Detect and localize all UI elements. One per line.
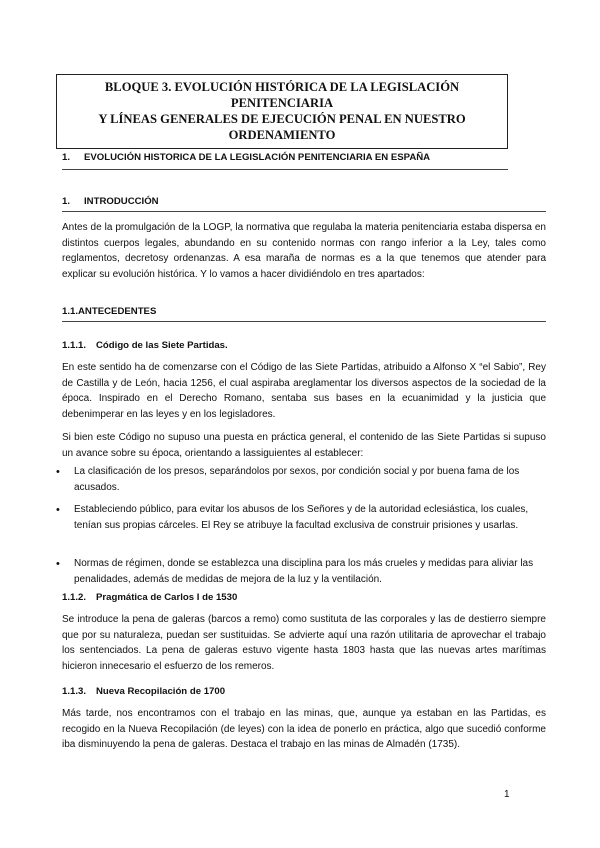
subsection-title: Código de las Siete Partidas.	[96, 340, 228, 351]
paragraph-minas: Más tarde, nos encontramos con el trabajo en las minas, que, aunque ya estaban en las Partidas, es recogido en la Nueva Recopilación (de leyes) con la idea de ponerlo en práctica, algo que sucedió conforme iba disminuyendo la pena de galeras. Destaca el trabajo en las minas de Almadén (1735).	[62, 708, 546, 751]
list-item-text: La clasificación de los presos, separándolos por sexos, por condición social y por buena fama de los acusados.	[74, 466, 520, 493]
page-number: 1	[504, 789, 510, 800]
bullet-icon: •	[56, 558, 60, 570]
section-title: INTRODUCCIÓN	[84, 196, 159, 207]
subsection-heading-nueva-recopilacion	[62, 686, 225, 697]
list-item	[56, 556, 546, 588]
subsection-heading-antecedentes: 1.1.ANTECEDENTES	[62, 306, 546, 322]
subsection-number: 1.1.3.	[62, 686, 87, 697]
subsection-number: 1.1.2.	[62, 592, 87, 603]
section-number: 1.	[62, 196, 71, 207]
list-item	[56, 502, 546, 534]
section-title: EVOLUCIÓN HISTORICA DE LA LEGISLACIÓN PENITENCIARIA EN ESPAÑA	[84, 152, 431, 163]
paragraph-siete-partidas: En este sentido ha de comenzarse con el Código de las Siete Partidas, atribuido a Alfonso X “el Sabio”, Rey de Castilla y de León, hacia 1256, el cual aspiraba areglamentar los diversos aspectos de la sociedad de la época. Inspirado en el Derecho Romano, sentaba sus bases en la ecuanimidad y la justicia que debenimperar en las leyes y en los legisladores.	[62, 362, 546, 421]
subsection-number: 1.1.1.	[62, 340, 87, 351]
bullet-icon: •	[56, 466, 60, 478]
subsection-title: Pragmática de Carlos I de 1530	[96, 592, 238, 603]
list-item-text: Estableciendo público, para evitar los abusos de los Señores y de la autoridad eclesiástica, los cuales, tenían sus propias cárceles. El Rey se atribuye la facultad exclusiva de construir prisiones y usarlas.	[74, 504, 529, 531]
paragraph-avance: Si bien este Código no supuso una puesta en práctica general, el contenido de las Siete Partidas si supuso un avance sobre su época, orientando a lassiguientes al establecer:	[62, 432, 546, 459]
intro-paragraph: Antes de la promulgación de la LOGP, la normativa que regulaba la materia penitenciaria estaba dispersa en distintos cuerpos legales, abundando en su contenido normas con rango inferior a la Ley, tales como reglamentos, decretosy ordenanzas. A esa maraña de normas es a la que tenemos que atender para explicar su evolución histórica. Y lo vamos a hacer dividiéndolo en tres apartados:	[62, 222, 546, 281]
section-heading-1	[62, 152, 508, 170]
title-line-3: ORDENAMIENTO	[228, 128, 336, 142]
section-heading-introduccion	[62, 196, 546, 212]
paragraph-galeras: Se introduce la pena de galeras (barcos a remo) como sustituta de las corporales y las de destierro siempre que por su naturaleza, puedan ser sustituidas. Se advierte aquí una razón utilitaria de aprovechar el trabajo los sentenciados. La pena de galeras estuvo vigente hasta 1803 hasta que las nuevas artes marítimas hicieron innecesario el esfuerzo de los remeros.	[62, 614, 546, 673]
document-title	[56, 74, 508, 149]
title-line-1: BLOQUE 3. EVOLUCIÓN HISTÓRICA DE LA LEGISLACIÓN PENITENCIARIA	[104, 80, 460, 110]
subsection-heading-carlos-i	[62, 592, 237, 603]
section-number: 1.	[62, 152, 71, 163]
bullet-icon: •	[56, 504, 60, 516]
title-line-2: Y LÍNEAS GENERALES DE EJECUCIÓN PENAL EN NUESTRO	[98, 112, 466, 126]
list-item	[56, 464, 546, 496]
list-item-text: Normas de régimen, donde se establezca una disciplina para los más crueles y medidas para aliviar las penalidades, además de medidas de mejora de la luz y la ventilación.	[74, 558, 534, 585]
subsection-title: Nueva Recopilación de 1700	[96, 686, 226, 697]
subsection-heading-siete-partidas	[62, 340, 228, 351]
